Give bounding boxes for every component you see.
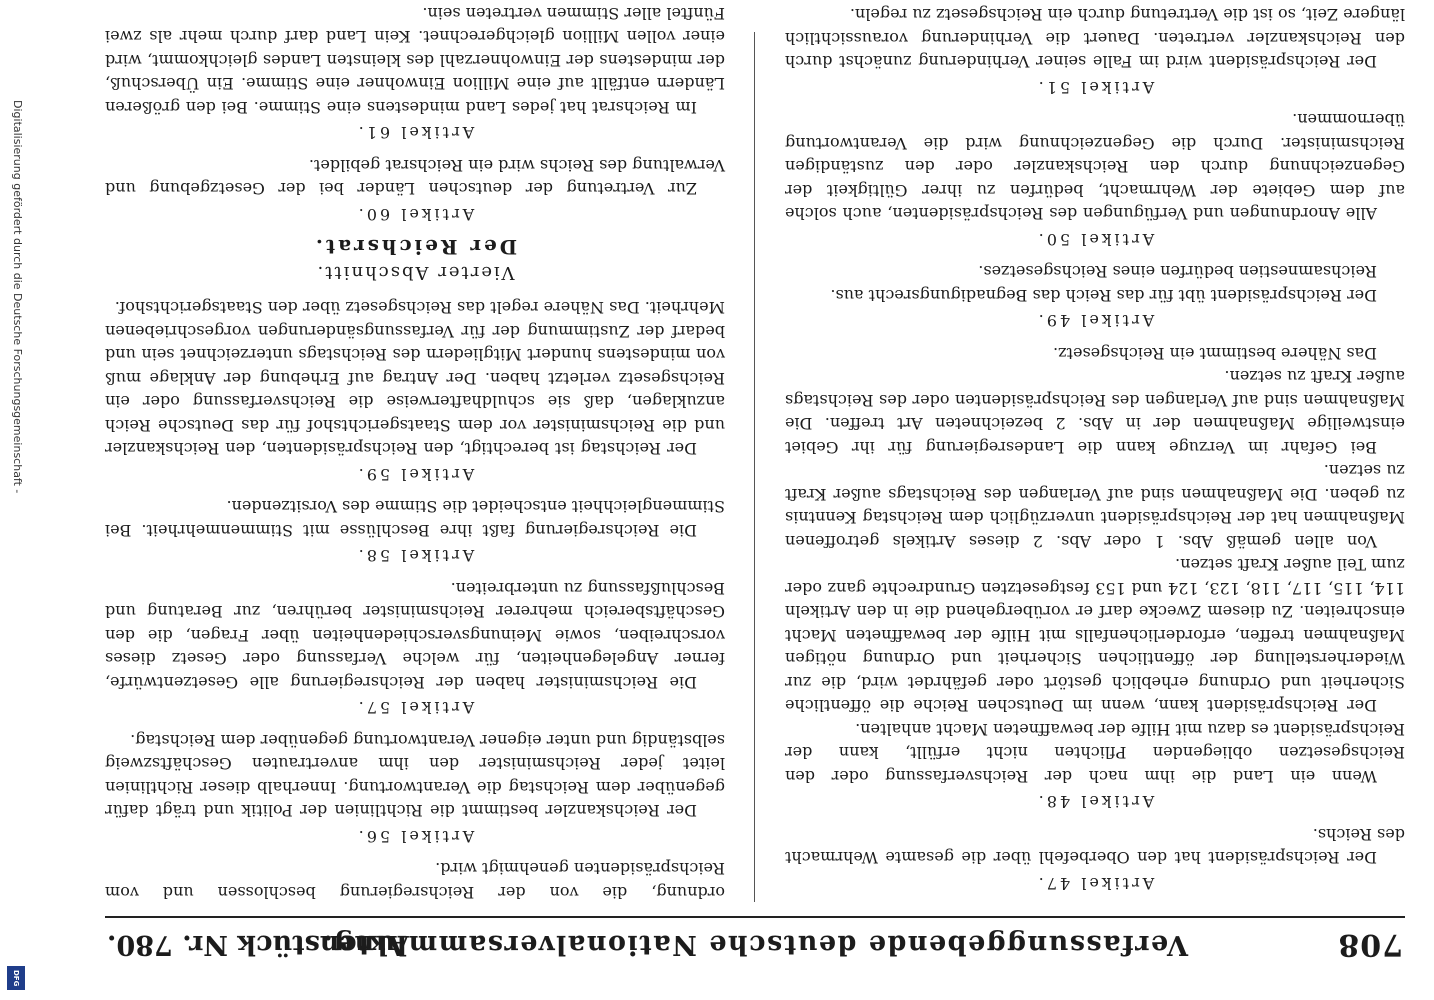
paragraph: Der Reichskanzler bestimmt die Richtlinien der Politik und trägt dafür gegenüber dem Reichstag die Verantwortung. Innerhalb dieser Richtlinien leitet jeder Reichsminister den ihm anvertrauten Geschäftszweig selbständig und unter eigener Verantwortung gegenüber dem Reichstag. <box>105 731 725 821</box>
document-number: Aktenstück Nr. 780. <box>107 929 409 960</box>
article-heading: Artikel 58. <box>355 546 475 566</box>
page-number: 708 <box>1337 927 1403 962</box>
article-heading: Artikel 48. <box>1035 792 1155 812</box>
article-heading: Artikel 60. <box>355 205 475 224</box>
running-title: Verfassunggebende deutsche Nationalversammlung. <box>321 929 1189 960</box>
paragraph: Reichsamnestien bedürfen eines Reichsgesetzes. <box>978 262 1377 282</box>
paragraph: Bei Gefahr im Verzuge kann die Landesregierung für ihr Gebiet einstweilige Maßnahmen der in Abs. 2 bezeichneten Art treffen. Die Maßnahmen sind auf Verlangen des Reichspräsidenten oder des Reichstags außer Kraft zu setzen. <box>785 367 1405 457</box>
paragraph: Die Reichsregierung faßt ihre Beschlüsse mit Stimmenmehrheit. Bei Stimmengleichheit entscheidet die Stimme des Vorsitzenden. <box>105 497 725 540</box>
paragraph: Wenn ein Land die ihm nach der Reichsverfassung oder den Reichsgesetzen obliegenden Pflichten nicht erfüllt, kann der Reichspräsident es dazu mit Hilfe der bewaffneten Macht anhalten. <box>785 720 1405 786</box>
paragraph: Alle Anordnungen und Verfügungen des Reichspräsidenten, auch solche auf dem Gebiete der Wehrmacht, bedürfen zu ihrer Gültigkeit der Gegenzeichnung durch den Reichskanzler oder den zuständigen Reichsminister. Durch die Gegenzeichnung wird die Verantwortung übernommen. <box>785 110 1405 224</box>
paragraph: Zur Vertretung der deutschen Länder bei der Gesetzgebung und Verwaltung des Reichs wird ein Reichsrat gebildet. <box>105 156 725 199</box>
subsection-heading: Der Reichsrat. <box>312 235 518 260</box>
right-text-column <box>105 4 725 904</box>
paragraph: Der Reichspräsident kann, wenn im Deutschen Reiche die öffentliche Sicherheit und Ordnung erheblich gestört oder gefährdet wird, die zur Wiederherstellung der öffentlichen Sicherheit und Ordnung nötigen Maßnahmen treffen, erforderlichenfalls mit Hilfe der bewaffneten Macht einschreiten. Zu diesem Zwecke darf er vorübergehend die in den Artikeln 114, 115, 117, 118, 123, 124 und 153 festgesetzten Grundrechte ganz oder zum Teil außer Kraft setzen. <box>785 555 1405 716</box>
article-heading: Artikel 59. <box>355 465 475 484</box>
paragraph: Der Reichspräsident übt für das Reich das Begnadigungsrecht aus. <box>830 286 1377 305</box>
article-heading: Artikel 47. <box>1035 874 1155 893</box>
paragraph: Die Reichsminister haben der Reichsregierung alle Gesetzentwürfe, ferner Angelegenheiten, für welche Verfassung oder Gesetz dieses vorschreiben, sowie Meinungsverschiedenheiten über Fragen, die den Geschäftsbereich mehrerer Reichsminister berühren, zur Beratung und Beschlußfassung zu unterbreiten. <box>105 579 725 692</box>
article-heading: Artikel 49. <box>1035 311 1155 331</box>
paragraph: Im Reichsrat hat jedes Land mindestens eine Stimme. Bei den größeren Ländern entfällt auf eine Million Einwohner eine Stimme. Ein Überschuß, der mindestens der Einwohnerzahl des kleinsten Landes gleichkommt, wird einer vollen Million gleichgerechnet. Kein Land darf durch mehr als zwei Fünftel aller Stimmen vertreten sein. <box>105 4 725 117</box>
article-heading: Artikel 57. <box>355 698 475 718</box>
article-heading: Artikel 61. <box>355 123 475 143</box>
paragraph: ordnung, die von der Reichsregierung beschlossen und vom Reichspräsidenten genehmigt wird. <box>105 859 725 902</box>
article-heading: Artikel 50. <box>1035 230 1155 249</box>
paragraph: Der Reichspräsident hat den Oberbefehl über die gesamte Wehrmacht des Reichs. <box>785 825 1405 868</box>
digitization-credit: Digitalisierung gefördert durch die Deutsche Forschungsgemeinschaft - <box>11 100 24 494</box>
column-divider <box>754 32 755 902</box>
printed-sheet-rotated <box>105 4 1405 968</box>
paragraph: Der Reichstag ist berechtigt, den Reichspräsidenten, den Reichskanzler und die Reichsminister vor dem Staatsgerichtshof für das Deutsche Reich anzuklagen, daß sie schuldhafterweise die Reichsverfassung oder ein Reichsgesetz verletzt haben. Der Antrag auf Erhebung der Anklage muß von mindestens hundert Mitgliedern des Reichstags unterzeichnet sein und bedarf der Zustimmung der für Verfassungsänderungen vorgeschriebenen Mehrheit. Das Nähere regelt das Reichsgesetz über den Staatsgerichtshof. <box>105 298 725 459</box>
dfg-logo-icon: DFG <box>7 966 25 990</box>
paragraph <box>785 0 1405 3</box>
paragraph: Der Reichspräsident wird im Falle seiner Verhinderung zunächst durch den Reichskanzler vertreten. Dauert die Verhinderung voraussichtlich längere Zeit, so ist die Vertretung durch ein Reichsgesetz zu regeln. <box>785 5 1405 72</box>
article-heading: Artikel 56. <box>355 827 475 846</box>
left-text-column <box>785 5 1405 904</box>
section-heading: Vierter Abschnitt. <box>315 262 515 283</box>
page-header <box>105 916 1405 968</box>
article-heading: Artikel 51. <box>1035 78 1155 97</box>
paragraph: Das Nähere bestimmt ein Reichsgesetz. <box>1053 344 1377 363</box>
paragraph: Von allen gemäß Abs. 1 oder Abs. 2 dieses Artikels getroffenen Maßnahmen hat der Reichspräsident unverzüglich dem Reichstag Kenntnis zu geben. Die Maßnahmen sind auf Verlangen des Reichstags außer Kraft zu setzen. <box>785 461 1405 551</box>
